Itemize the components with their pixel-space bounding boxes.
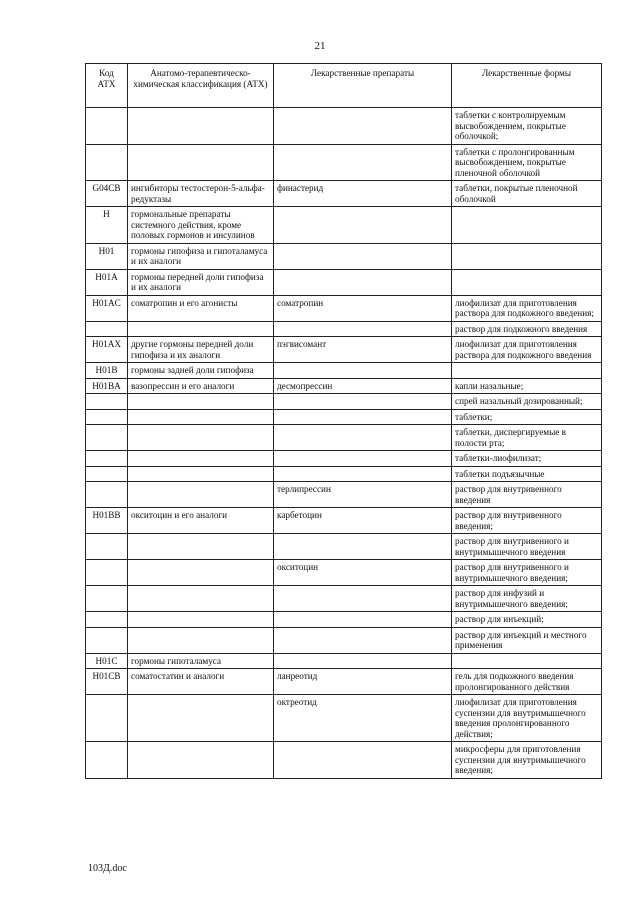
row-form: таблетки подъязычные	[452, 466, 602, 482]
row-code: H01AC	[86, 295, 128, 321]
row-form: капли назальные;	[452, 378, 602, 394]
table-row	[86, 482, 602, 508]
table-row	[86, 144, 602, 181]
row-code: H01B	[86, 363, 128, 379]
row-drug	[274, 409, 452, 425]
row-classification	[128, 742, 274, 779]
row-code	[86, 451, 128, 467]
row-drug	[274, 363, 452, 379]
row-code: H	[86, 207, 128, 244]
row-drug	[274, 586, 452, 612]
row-drug	[274, 243, 452, 269]
row-classification	[128, 451, 274, 467]
row-code	[86, 321, 128, 337]
table-row	[86, 295, 602, 321]
table-row	[86, 108, 602, 145]
row-classification: другие гормоны передней доли гипофиза и их аналоги	[128, 337, 274, 363]
row-form: лиофилизат для приготовления раствора для подкожного введения	[452, 337, 602, 363]
row-drug: карбетоцин	[274, 508, 452, 534]
row-drug: соматропин	[274, 295, 452, 321]
row-form: раствор для инфузий и внутримышечного введения;	[452, 586, 602, 612]
row-form: раствор для инъекций;	[452, 612, 602, 628]
row-form: таблетки, диспергируемые в полости рта;	[452, 425, 602, 451]
header-drugs: Лекарственные препараты	[274, 64, 452, 108]
row-code	[86, 394, 128, 410]
row-form	[452, 207, 602, 244]
row-drug	[274, 653, 452, 669]
row-code: H01	[86, 243, 128, 269]
table-row	[86, 181, 602, 207]
table-row	[86, 534, 602, 560]
row-drug: пэгвисомант	[274, 337, 452, 363]
table-row	[86, 742, 602, 779]
row-code: H01CB	[86, 669, 128, 695]
row-form	[452, 653, 602, 669]
row-code: H01BA	[86, 378, 128, 394]
row-form: раствор для внутривенного введения	[452, 482, 602, 508]
row-form: раствор для внутривенного и внутримышечного введения	[452, 534, 602, 560]
row-code	[86, 409, 128, 425]
row-drug: финастерид	[274, 181, 452, 207]
row-classification	[128, 409, 274, 425]
row-drug	[274, 108, 452, 145]
row-form: раствор для внутривенного и внутримышечного введения;	[452, 560, 602, 586]
row-code: H01C	[86, 653, 128, 669]
table-row	[86, 363, 602, 379]
row-classification	[128, 586, 274, 612]
table-row	[86, 321, 602, 337]
row-drug	[274, 144, 452, 181]
row-form	[452, 269, 602, 295]
row-form	[452, 363, 602, 379]
table-row	[86, 337, 602, 363]
row-classification	[128, 695, 274, 742]
header-classification: Анатомо-терапевтическо-химическая классификация (АТХ)	[128, 64, 274, 108]
row-form: лиофилизат для приготовления раствора для подкожного введения;	[452, 295, 602, 321]
row-classification: окситоцин и его аналоги	[128, 508, 274, 534]
table-row	[86, 378, 602, 394]
table-header-row	[86, 64, 602, 108]
row-code	[86, 560, 128, 586]
row-form: таблетки с контролируемым высвобождением, покрытые оболочкой;	[452, 108, 602, 145]
table-row	[86, 653, 602, 669]
table-body	[86, 108, 602, 779]
row-drug: окситоцин	[274, 560, 452, 586]
row-drug	[274, 612, 452, 628]
row-drug: терлипрессин	[274, 482, 452, 508]
row-code	[86, 466, 128, 482]
table-row	[86, 669, 602, 695]
row-code	[86, 108, 128, 145]
row-classification: гормоны задней доли гипофиза	[128, 363, 274, 379]
row-classification	[128, 534, 274, 560]
row-classification: ингибиторы тестостерон-5-альфа-редуктазы	[128, 181, 274, 207]
table-row	[86, 243, 602, 269]
row-drug	[274, 742, 452, 779]
table-row	[86, 466, 602, 482]
row-code: H01BB	[86, 508, 128, 534]
atc-drug-table	[85, 63, 602, 779]
row-classification: вазопрессин и его аналоги	[128, 378, 274, 394]
table-row	[86, 207, 602, 244]
row-form: спрей назальный дозированный;	[452, 394, 602, 410]
row-code: H01A	[86, 269, 128, 295]
row-classification	[128, 466, 274, 482]
table-row	[86, 451, 602, 467]
row-form: микросферы для приготовления суспензии для внутримышечного введения;	[452, 742, 602, 779]
row-form	[452, 243, 602, 269]
table-row	[86, 394, 602, 410]
row-drug	[274, 627, 452, 653]
row-drug	[274, 394, 452, 410]
row-form: раствор для подкожного введения	[452, 321, 602, 337]
row-drug: октреотид	[274, 695, 452, 742]
row-drug: ланреотид	[274, 669, 452, 695]
row-classification: гормоны гипоталамуса	[128, 653, 274, 669]
row-drug	[274, 207, 452, 244]
row-code	[86, 612, 128, 628]
table-row	[86, 409, 602, 425]
row-form: гель для подкожного введения пролонгированного действия	[452, 669, 602, 695]
row-form: раствор для внутривенного введения;	[452, 508, 602, 534]
row-form: таблетки с пролонгированным высвобождением, покрытые пленочной оболочкой	[452, 144, 602, 181]
page-number: 21	[314, 40, 326, 52]
header-forms: Лекарственные формы	[452, 64, 602, 108]
row-code: H01AX	[86, 337, 128, 363]
row-classification: соматостатин и аналоги	[128, 669, 274, 695]
table-row	[86, 269, 602, 295]
table-row	[86, 695, 602, 742]
row-drug	[274, 425, 452, 451]
row-drug	[274, 451, 452, 467]
table-row	[86, 560, 602, 586]
row-classification	[128, 425, 274, 451]
table-row	[86, 612, 602, 628]
row-classification	[128, 482, 274, 508]
row-code	[86, 144, 128, 181]
row-classification	[128, 560, 274, 586]
row-form: лиофилизат для приготовления суспензии для внутримышечного введения пролонгированного действия;	[452, 695, 602, 742]
table-row	[86, 586, 602, 612]
row-code	[86, 482, 128, 508]
row-classification	[128, 627, 274, 653]
row-classification: гормональные препараты системного действия, кроме половых гормонов и инсулинов	[128, 207, 274, 244]
row-code	[86, 742, 128, 779]
table-row	[86, 627, 602, 653]
row-code	[86, 627, 128, 653]
row-form: таблетки-лиофилизат;	[452, 451, 602, 467]
row-drug	[274, 534, 452, 560]
footer-filename: 103Д.doc	[88, 863, 127, 874]
row-classification	[128, 321, 274, 337]
row-classification: соматропин и его агонисты	[128, 295, 274, 321]
row-form: таблетки, покрытые пленочной оболочкой	[452, 181, 602, 207]
row-code	[86, 695, 128, 742]
row-classification	[128, 394, 274, 410]
row-classification	[128, 612, 274, 628]
table-row	[86, 425, 602, 451]
row-classification: гормоны передней доли гипофиза и их аналоги	[128, 269, 274, 295]
row-code	[86, 586, 128, 612]
row-code: G04CB	[86, 181, 128, 207]
row-drug	[274, 321, 452, 337]
row-drug	[274, 269, 452, 295]
table-row	[86, 508, 602, 534]
row-form: таблетки;	[452, 409, 602, 425]
row-classification	[128, 108, 274, 145]
header-code: Код АТХ	[86, 64, 128, 108]
row-drug: десмопрессин	[274, 378, 452, 394]
row-form: раствор для инъекций и местного применения	[452, 627, 602, 653]
row-code	[86, 425, 128, 451]
row-classification	[128, 144, 274, 181]
row-classification: гормоны гипофиза и гипоталамуса и их аналоги	[128, 243, 274, 269]
row-code	[86, 534, 128, 560]
row-drug	[274, 466, 452, 482]
